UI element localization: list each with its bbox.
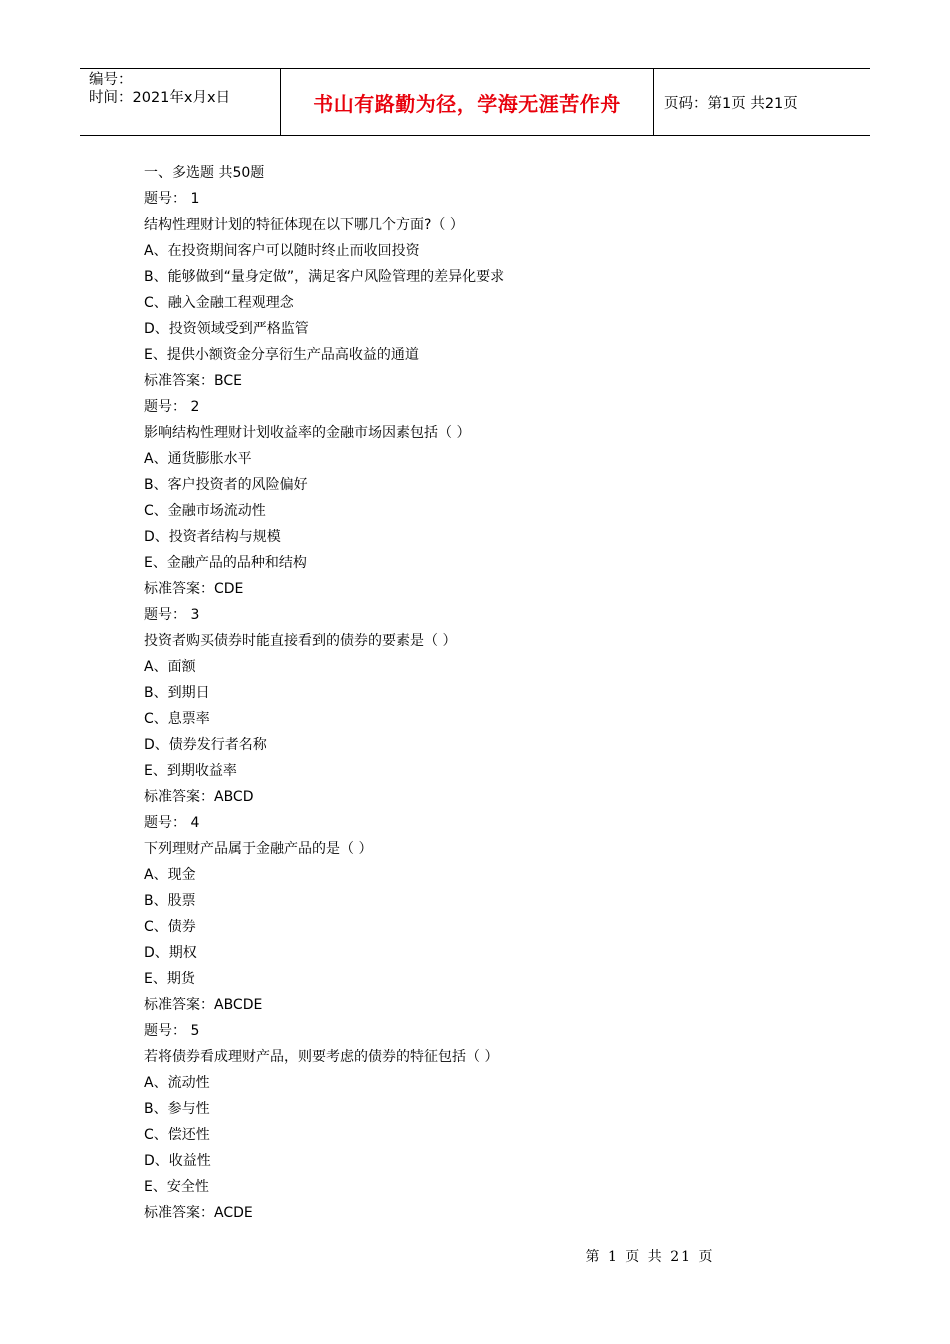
option-item: C、金融市场流动性 — [144, 503, 266, 519]
question-block — [144, 186, 844, 394]
option-item: E、期货 — [144, 971, 195, 987]
option-item: D、投资领域受到严格监管 — [144, 321, 309, 337]
document-body — [144, 160, 844, 1226]
header-page-info: 页码：第1页 共21页 — [664, 95, 798, 112]
option-item: E、安全性 — [144, 1179, 209, 1195]
document-number-label: 编号： — [89, 72, 133, 88]
option-item: D、债券发行者名称 — [144, 737, 267, 753]
page-header — [80, 68, 870, 136]
header-motto: 书山有路勤为径，学海无涯苦作舟 — [281, 69, 654, 135]
question-block — [144, 602, 844, 810]
option-item: C、偿还性 — [144, 1127, 210, 1143]
question-stem: 若将债券看成理财产品，则要考虑的债券的特征包括（ ） — [144, 1049, 499, 1065]
option-item: C、息票率 — [144, 711, 210, 727]
standard-answer: 标准答案：ABCD — [144, 789, 254, 805]
standard-answer: 标准答案：BCE — [144, 373, 242, 389]
option-item: B、股票 — [144, 893, 196, 909]
standard-answer: 标准答案：ACDE — [144, 1205, 253, 1221]
question-block — [144, 810, 844, 1018]
option-item: B、参与性 — [144, 1101, 210, 1117]
option-item: B、到期日 — [144, 685, 210, 701]
option-item: E、金融产品的品种和结构 — [144, 555, 307, 571]
standard-answer: 标准答案：CDE — [144, 581, 244, 597]
option-item: E、到期收益率 — [144, 763, 237, 779]
section-title: 一、多选题 共50题 — [144, 165, 265, 181]
question-block — [144, 1018, 844, 1226]
option-item: D、期权 — [144, 945, 197, 961]
standard-answer: 标准答案：ABCDE — [144, 997, 263, 1013]
question-number: 题号： 5 — [144, 1023, 200, 1039]
option-item: D、投资者结构与规模 — [144, 529, 281, 545]
option-item: B、客户投资者的风险偏好 — [144, 477, 308, 493]
option-item: A、在投资期间客户可以随时终止而收回投资 — [144, 243, 420, 259]
question-stem: 影响结构性理财计划收益率的金融市场因素包括（ ） — [144, 425, 471, 441]
option-item: A、现金 — [144, 867, 196, 883]
option-item: A、通货膨胀水平 — [144, 451, 252, 467]
option-item: D、收益性 — [144, 1153, 211, 1169]
question-number: 题号： 1 — [144, 191, 200, 207]
question-block — [144, 394, 844, 602]
page-footer: 第 1 页 共 21 页 — [585, 1249, 715, 1265]
header-meta — [80, 69, 281, 135]
option-item: A、面额 — [144, 659, 196, 675]
question-stem: 投资者购买债券时能直接看到的债券的要素是（ ） — [144, 633, 457, 649]
question-stem: 下列理财产品属于金融产品的是（ ） — [144, 841, 373, 857]
option-item: B、能够做到“量身定做”，满足客户风险管理的差异化要求 — [144, 269, 505, 285]
option-item: C、债券 — [144, 919, 196, 935]
question-number: 题号： 4 — [144, 815, 200, 831]
question-number: 题号： 3 — [144, 607, 200, 623]
document-time-label: 时间：2021年x月x日 — [89, 90, 231, 106]
option-item: C、融入金融工程观理念 — [144, 295, 294, 311]
question-number: 题号： 2 — [144, 399, 200, 415]
option-item: E、提供小额资金分享衍生产品高收益的通道 — [144, 347, 419, 363]
option-item: A、流动性 — [144, 1075, 210, 1091]
question-stem: 结构性理财计划的特征体现在以下哪几个方面?（ ） — [144, 217, 464, 233]
